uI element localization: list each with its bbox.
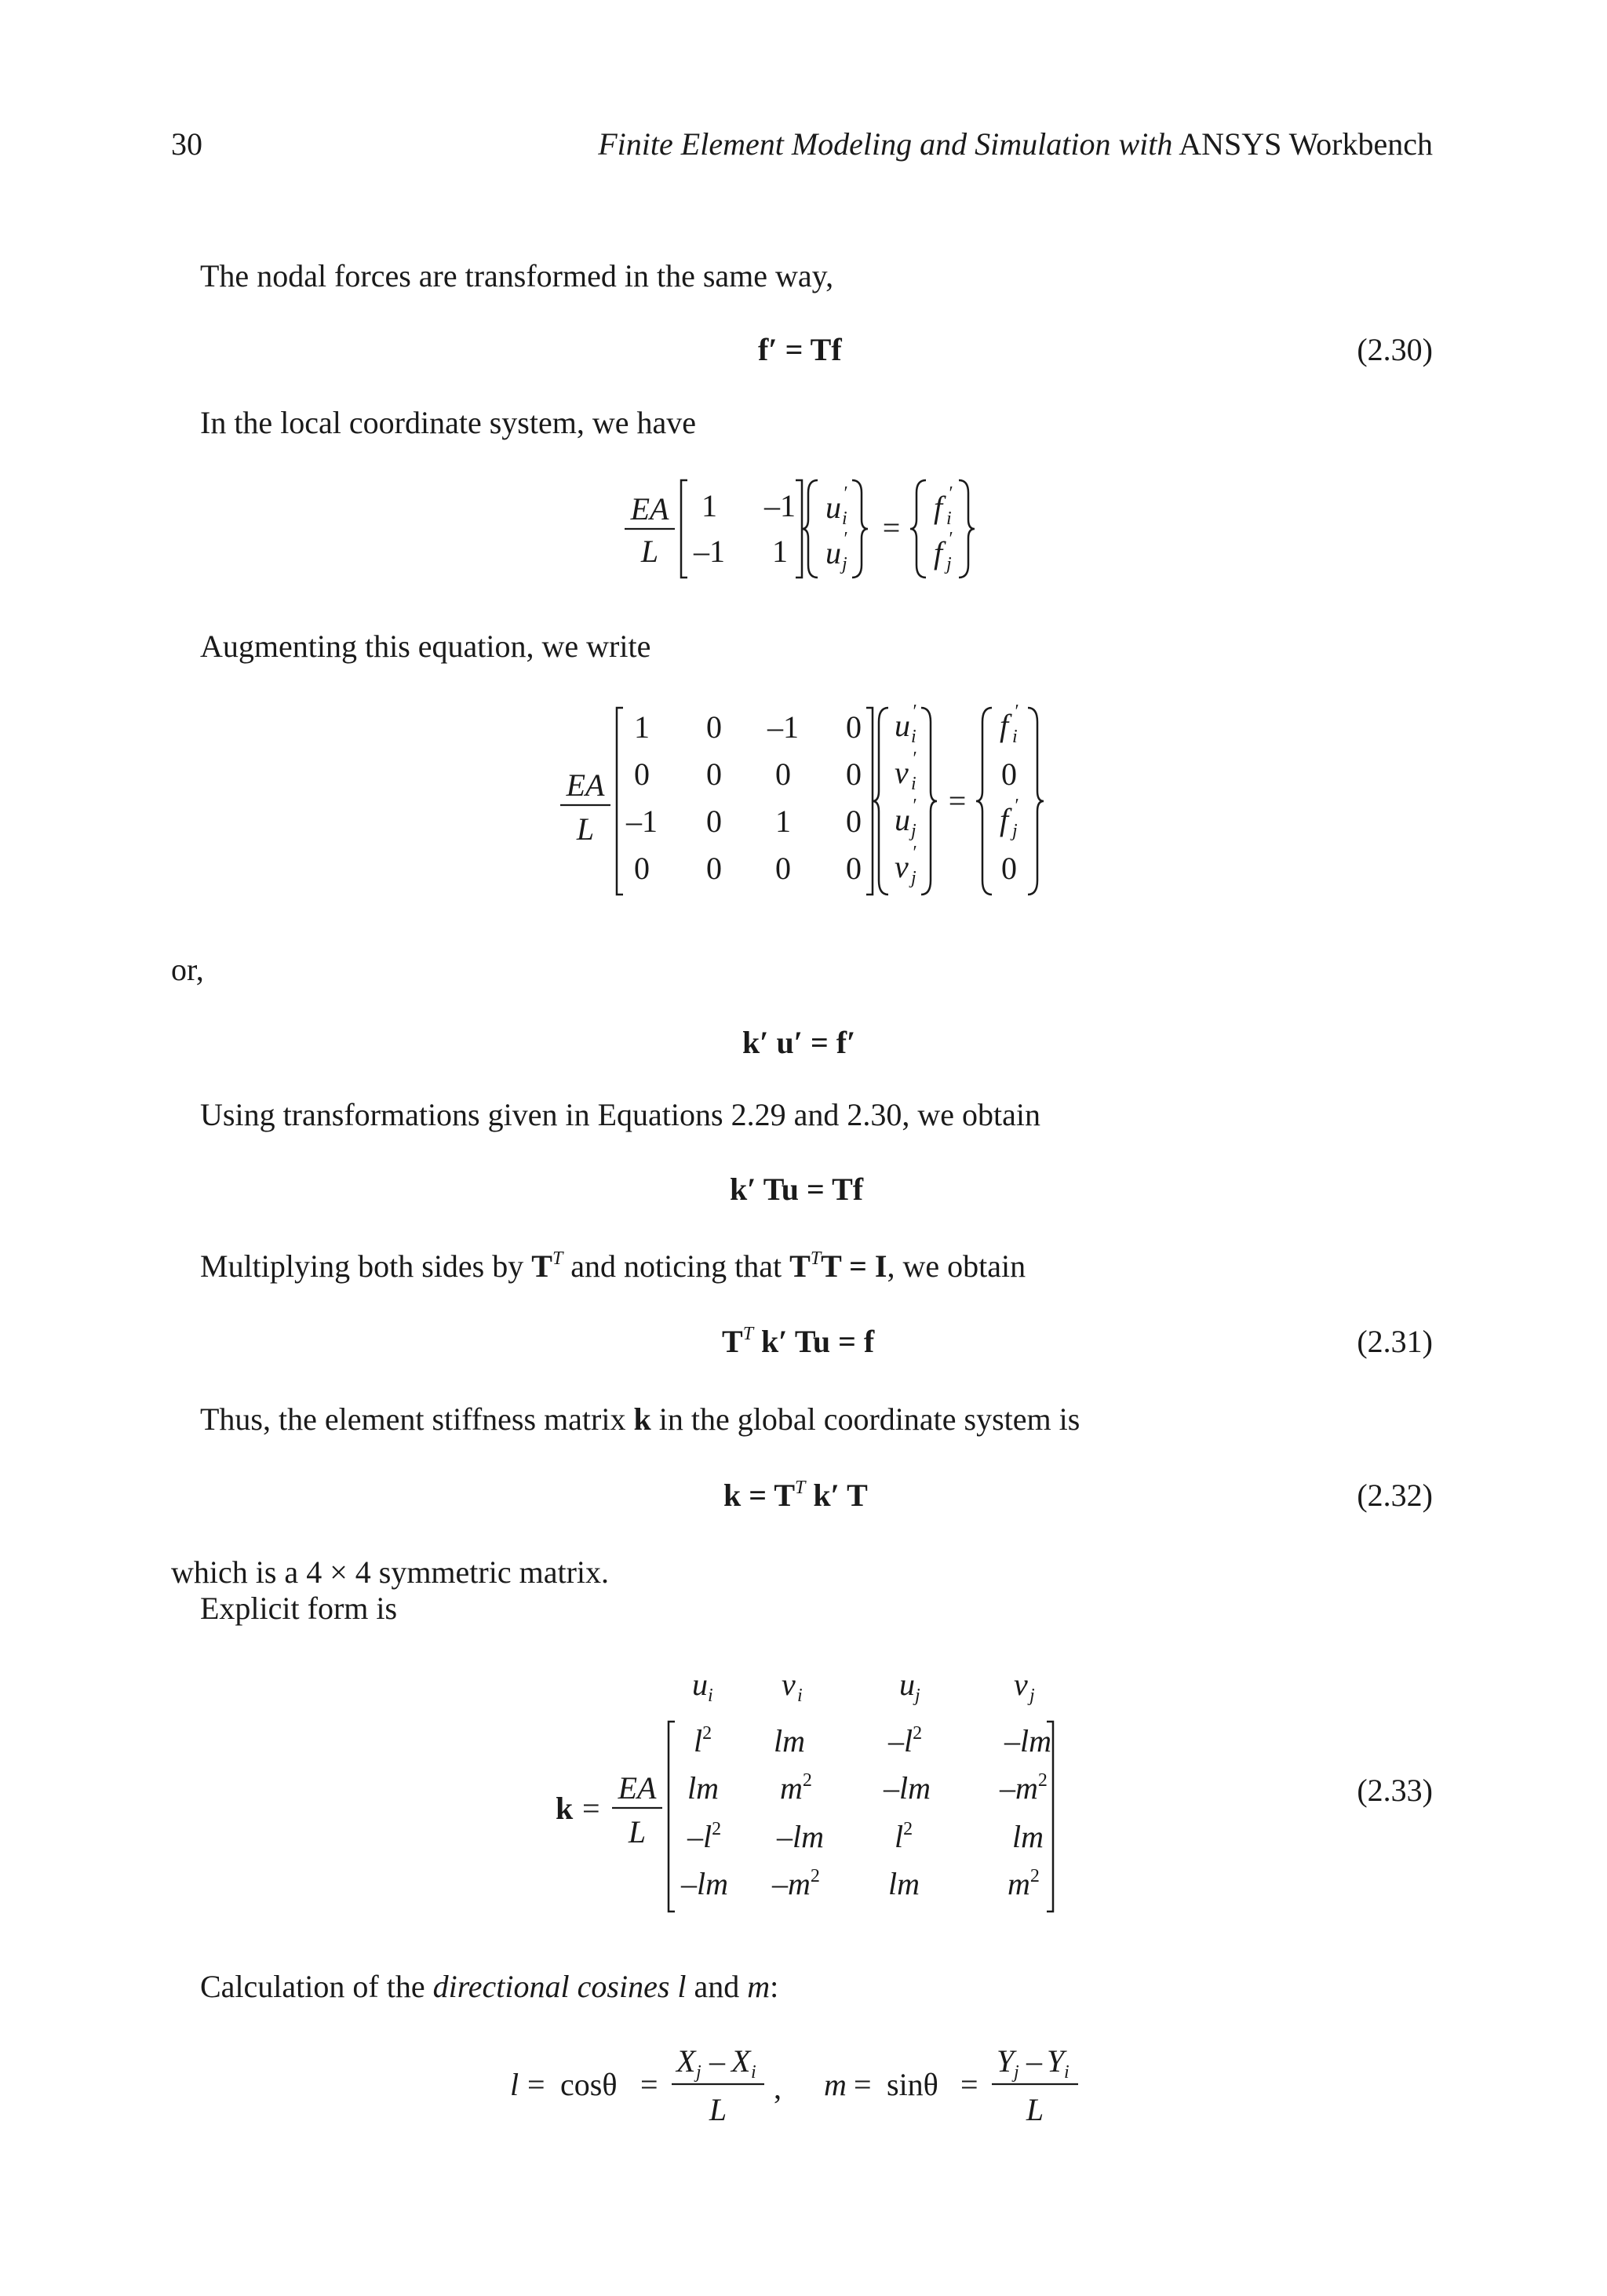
svg-text:′: ′ [843, 529, 847, 549]
equation-k-u-f: k′ u′ = f′ [742, 1025, 856, 1060]
column-header: u [899, 1667, 915, 1702]
svg-text:i: i [911, 774, 916, 794]
running-header [598, 126, 1433, 162]
paragraph-using-transformations: Using transformations given in Equations 2.29 and 2.30, we obtain [200, 1097, 1040, 1132]
svg-text:f: f [1000, 802, 1009, 837]
svg-text:i: i [946, 508, 952, 529]
matrix-cell: –1 [626, 804, 658, 839]
matrix-cell: 0 [846, 851, 862, 886]
text-run: in the global coordinate system is [650, 1401, 1080, 1437]
force-vector-right-brace [959, 480, 975, 578]
page-number: 30 [171, 126, 202, 162]
equation-number-2-31: (2.31) [1357, 1324, 1433, 1359]
vector-left-brace [873, 708, 888, 895]
matrix-cell: 1 [772, 534, 788, 569]
svg-text:u: u [825, 490, 841, 525]
paragraph-symmetric: which is a 4 × 4 symmetric matrix. [171, 1554, 610, 1590]
column-header-subscript: i [797, 1686, 803, 1706]
global-stiffness-matrix [549, 1662, 1067, 1921]
fraction-denominator: L [1026, 2092, 1044, 2127]
column-header-subscript: j [1029, 1686, 1035, 1706]
svg-text:=: = [582, 1791, 600, 1826]
svg-text:i: i [751, 2062, 756, 2083]
text-run: and [686, 1969, 748, 2004]
equation-number-2-33: (2.33) [1357, 1773, 1433, 1808]
text-run: m [747, 1969, 771, 2004]
svg-text:–lm: –lm [681, 1866, 728, 1901]
column-header: v [1014, 1667, 1028, 1702]
svg-text:l2: $l^2$ [694, 1723, 712, 1758]
column-header-subscript: j [915, 1686, 920, 1706]
equation-number-2-30: (2.30) [1357, 332, 1433, 367]
svg-text:–: – [1026, 2043, 1042, 2079]
text-run: : [770, 1969, 779, 2004]
svg-text:–m2: $-m^2$ [1000, 1770, 1048, 1806]
svg-text:X: X [731, 2043, 751, 2079]
sin-theta: sinθ [887, 2067, 938, 2102]
svg-text:f: f [934, 535, 943, 570]
matrix-cell: 0 [634, 851, 650, 886]
text-run: and noticing that [563, 1248, 790, 1284]
svg-text:v: v [895, 849, 909, 884]
svg-text:i: i [842, 508, 847, 529]
svg-text:i: i [911, 727, 916, 747]
svg-text:u: u [895, 708, 910, 743]
svg-text:=: = [882, 510, 901, 545]
matrix-cell: 0 [706, 804, 722, 839]
matrix-cell: –1 [767, 709, 799, 745]
paragraph-or: or, [171, 952, 204, 987]
matrix-right-bracket [796, 480, 802, 578]
svg-text:=: = [960, 2067, 978, 2102]
force-vector-right-brace [1028, 708, 1044, 895]
equation-2-31: $T^T$ k′ Tu = f [722, 1324, 875, 1359]
svg-text:u: u [895, 802, 910, 837]
svg-text:′: ′ [948, 529, 953, 549]
matrix-left-bracket [669, 1722, 675, 1912]
column-header: u [692, 1667, 708, 1702]
svg-text:–l2: $-l^2$ [687, 1819, 722, 1854]
svg-text:j: j [911, 868, 916, 888]
svg-text:j: j [946, 554, 952, 574]
book-title-plain: ANSYS Workbench [1179, 126, 1433, 162]
matrix-cell: 0 [846, 804, 862, 839]
svg-text:f: f [1000, 708, 1009, 743]
force-vector-left-brace [910, 480, 926, 578]
svg-text:=: = [527, 2067, 545, 2102]
svg-text:′: ′ [1014, 702, 1018, 722]
svg-text:Y: Y [1047, 2043, 1065, 2079]
svg-text:–lm: –lm [777, 1819, 824, 1854]
fraction-numerator: Y [997, 2043, 1015, 2079]
local-stiffness-equation [612, 472, 989, 589]
fraction-denominator: L [709, 2092, 727, 2127]
matrix-cell: –1 [764, 488, 796, 523]
svg-text:lm: lm [888, 1866, 920, 1901]
matrix-right-bracket [866, 708, 873, 895]
svg-text:–lm: –lm [1004, 1723, 1051, 1758]
fraction-numerator: EA [618, 1770, 657, 1806]
fraction-numerator: X [676, 2043, 696, 2079]
equation-number-2-32: (2.32) [1357, 1478, 1433, 1513]
svg-text:m2: $m^2$ [1008, 1866, 1040, 1901]
svg-text:=: = [854, 2067, 872, 2102]
matrix-cell: 0 [706, 756, 722, 792]
svg-text:lm: lm [774, 1723, 805, 1758]
svg-text:j: j [842, 554, 847, 574]
fraction-numerator: EA [630, 491, 669, 527]
text-run: Thus, the element stiffness matrix [200, 1401, 634, 1437]
paragraph-multiplying: Multiplying both sides by $T^T$ and noticing that $T^TT = I$, we obtain [200, 1248, 1026, 1284]
svg-text:j: j [696, 2062, 701, 2083]
svg-text:i: i [1064, 2062, 1070, 2083]
equation-2-30: f′ = Tf [758, 332, 842, 367]
text-run: , we obtain [887, 1248, 1026, 1284]
paragraph-directional-cosines [200, 1968, 778, 2005]
svg-text:k: k [556, 1791, 574, 1826]
vector-cell: 0 [1001, 851, 1017, 886]
svg-text:=: = [948, 783, 967, 818]
svg-text:lm: lm [687, 1770, 719, 1806]
svg-text:i: i [1012, 727, 1018, 747]
svg-text:l2: $l^2$ [895, 1819, 913, 1854]
fraction-numerator: EA [566, 767, 605, 803]
matrix-cell: 0 [846, 709, 862, 745]
matrix-cell: 0 [706, 709, 722, 745]
equation-k-tu-tf: k′ Tu = Tf [730, 1172, 864, 1207]
svg-text:′: ′ [912, 702, 916, 722]
book-title-italic: Finite Element Modeling and Simulation with [598, 126, 1173, 162]
matrix-cell: 0 [706, 851, 722, 886]
fraction-denominator: L [628, 1814, 647, 1850]
force-vector-left-brace [976, 708, 992, 895]
svg-text:=: = [640, 2067, 658, 2102]
svg-text:,: , [774, 2070, 782, 2105]
vector-right-brace [921, 708, 937, 895]
vector-right-brace [852, 480, 868, 578]
matrix-cell: 0 [634, 756, 650, 792]
paragraph-augmenting: Augmenting this equation, we write [200, 629, 651, 664]
l-symbol: l [510, 2067, 519, 2102]
text-run: Calculation of the [200, 1969, 433, 2004]
svg-text:′: ′ [912, 843, 916, 863]
svg-text:′: ′ [843, 483, 847, 504]
svg-text:′: ′ [912, 796, 916, 816]
cos-theta: cosθ [560, 2067, 618, 2102]
column-header: v [782, 1667, 796, 1702]
svg-text:′: ′ [1014, 796, 1018, 816]
augmented-stiffness-equation [549, 698, 1051, 902]
paragraph-explicit-form: Explicit form is [200, 1591, 398, 1626]
text-run: directional cosines l [432, 1969, 687, 2004]
svg-text:j: j [911, 821, 916, 841]
vector-cell: 0 [1001, 756, 1017, 792]
svg-text:u: u [825, 535, 841, 570]
svg-text:–l2: $-l^2$ [888, 1723, 923, 1758]
column-header-subscript: i [708, 1686, 713, 1706]
matrix-cell: 0 [775, 756, 791, 792]
matrix-left-bracket [681, 480, 687, 578]
matrix-cell: 0 [846, 756, 862, 792]
paragraph-nodal-forces: The nodal forces are transformed in the same way, [200, 258, 834, 293]
matrix-cell: 1 [634, 709, 650, 745]
equation-2-32: $k = T^T$ k′ T [723, 1478, 868, 1513]
fraction-denominator: L [576, 811, 595, 847]
matrix-cell: 0 [775, 851, 791, 886]
matrix-cell: 1 [701, 488, 717, 523]
svg-text:m2: $m^2$ [780, 1770, 812, 1806]
svg-text:lm: lm [1012, 1819, 1044, 1854]
svg-text:v: v [895, 755, 909, 790]
directional-cosine-equation [502, 2032, 1099, 2134]
fraction-denominator: L [640, 534, 659, 569]
svg-text:–: – [709, 2043, 725, 2079]
matrix-cell: –1 [694, 534, 725, 569]
svg-text:j: j [1012, 821, 1018, 841]
svg-text:–m2: $-m^2$ [772, 1866, 820, 1901]
paragraph-thus: Thus, the element stiffness matrix k in the global coordinate system is [200, 1401, 1080, 1437]
matrix-cell: 1 [775, 804, 791, 839]
svg-text:f: f [934, 490, 943, 525]
svg-text:–lm: –lm [884, 1770, 931, 1806]
vector-left-brace [802, 480, 818, 578]
svg-text:j: j [1014, 2062, 1019, 2083]
svg-text:′: ′ [912, 749, 916, 769]
paragraph-local-system: In the local coordinate system, we have [200, 405, 696, 440]
matrix-left-bracket [617, 708, 623, 895]
svg-text:′: ′ [948, 483, 953, 504]
m-symbol: m [824, 2067, 847, 2102]
text-run: Multiplying both sides by [200, 1248, 532, 1284]
